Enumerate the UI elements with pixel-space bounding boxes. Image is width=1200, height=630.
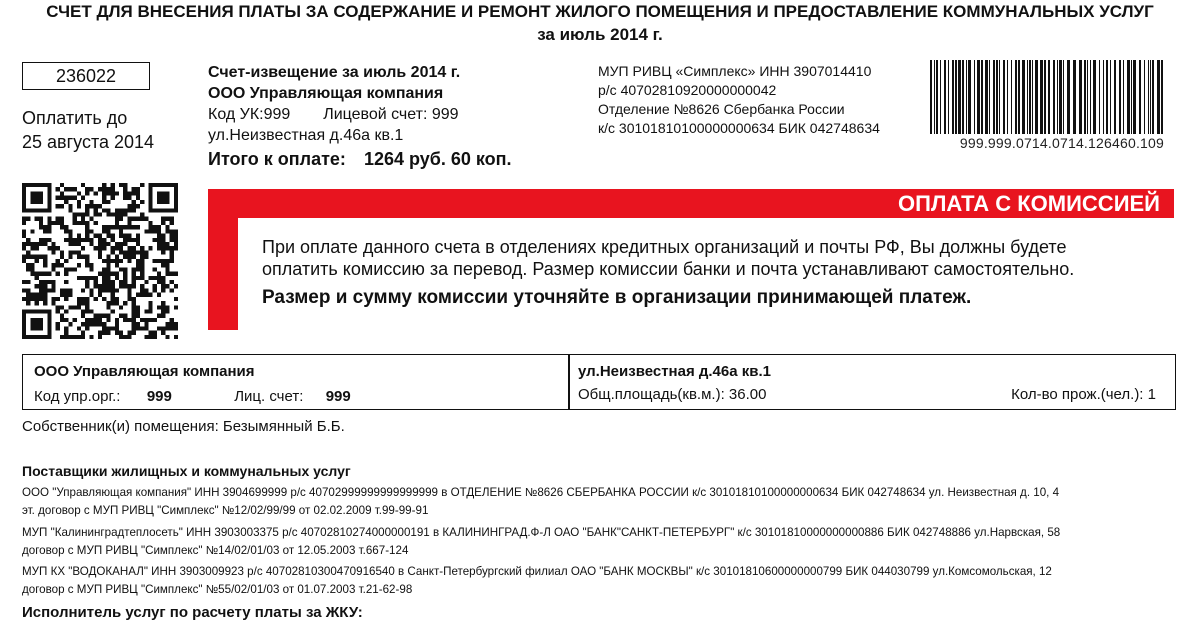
bank-line-4: к/с 30101810100000000634 БИК 042748634 [598, 120, 880, 136]
total-label: Итого к оплате: [208, 149, 346, 169]
bank-line-2: р/с 40702810920000000042 [598, 82, 777, 98]
bank-line-1: МУП РИВЦ «Симплекс» ИНН 3907014410 [598, 63, 872, 79]
bank-line-3: Отделение №8626 Сбербанка России [598, 101, 845, 117]
suppliers-title: Поставщики жилищных и коммунальных услуг [22, 463, 351, 479]
uk-code: Код УК:999 [208, 106, 291, 123]
info-org-name: ООО Управляющая компания [34, 363, 255, 380]
document-period: за июль 2014 г. [537, 25, 663, 44]
supplier-line: договор с МУП РИВЦ "Симплекс" №14/02/01/03 от 12.05.2003 т.667-124 [22, 544, 409, 557]
invoice-codes [208, 104, 512, 125]
invoice-address: ул.Неизвестная д.46а кв.1 [208, 127, 404, 144]
invoice-company: ООО Управляющая компания [208, 85, 444, 102]
org-code-label: Код упр.орг.: [34, 388, 121, 405]
invoice-block [208, 62, 512, 172]
barcode-number: 999.999.0714.0714.126460.109 [959, 135, 1164, 151]
commission-notice [262, 236, 1074, 280]
document-title: СЧЕТ ДЛЯ ВНЕСЕНИЯ ПЛАТЫ ЗА СОДЕРЖАНИЕ И РЕМОНТ ЖИЛОГО ПОМЕЩЕНИЯ И ПРЕДОСТАВЛЕНИЕ КОММУНАЛЬНЫХ УСЛУГ [46, 2, 1154, 21]
pay-until-label: Оплатить до [22, 108, 128, 128]
info-codes [34, 388, 351, 405]
invoice-total [208, 147, 512, 172]
qr-code-image [22, 183, 178, 339]
info-table-divider [568, 354, 570, 410]
invoice-title: Счет-извещение за июль 2014 г. [208, 64, 461, 81]
supplier-line: ООО "Управляющая компания" ИНН 3904699999 р/с 40702999999999999999 в ОТДЕЛЕНИЕ №8626 СБЕРБАНКА РОССИИ к/с 30101810100000000634 БИК 042748634 ул. Неизвестная д. 10, 4 [22, 486, 1060, 499]
commission-banner-title: ОПЛАТА С КОМИССИЕЙ [898, 191, 1160, 216]
supplier-line: МУП КХ "ВОДОКАНАЛ" ИНН 3903009923 р/с 40702810300470916540 в Санкт-Петербургский филиал ОАО "БАНК МОСКВЫ" к/с 30101810600000000799 БИК 044030799 ул.Комсомольская, 12 [22, 565, 1052, 578]
org-code-value: 999 [146, 388, 172, 405]
info-address: ул.Неизвестная д.46а кв.1 [578, 363, 771, 380]
account-value: 999 [325, 388, 351, 405]
account-number-box: 236022 [22, 62, 150, 90]
total-value: 1264 руб. 60 коп. [363, 149, 512, 169]
commission-bold-text: Размер и сумму комиссии уточняйте в организации принимающей платеж. [262, 287, 972, 308]
supplier-line: МУП "Калининградтеплосеть" ИНН 3903003375 р/с 40702810274000000191 в КАЛИНИНГРАД.Ф-Л ОАО "БАНК"САНКТ-ПЕТЕРБУРГ" к/с 30101810000000000886 БИК 042748886 ул.Нарвская, 58 [22, 526, 1061, 539]
pay-until-date: 25 августа 2014 [22, 132, 155, 152]
info-area: Общ.площадь(кв.м.): 36.00 [578, 386, 767, 403]
executor-title: Исполнитель услуг по расчету платы за ЖКУ: [22, 604, 363, 621]
commission-banner-side [208, 189, 238, 330]
bank-details [598, 62, 880, 138]
supplier-line: договор с МУП РИВЦ "Симплекс" №55/02/01/03 от 01.07.2003 т.21-62-98 [22, 583, 413, 596]
barcode-image [928, 60, 1164, 134]
personal-account: Лицевой счет: 999 [323, 106, 459, 123]
info-residents: Кол-во прож.(чел.): 1 [1011, 386, 1156, 403]
commission-text-line-1: При оплате данного счета в отделениях кредитных организаций и почты РФ, Вы должны будете [262, 237, 1067, 257]
owner-line: Собственник(и) помещения: Безымянный Б.Б. [22, 418, 345, 435]
supplier-line: эт. договор с МУП РИВЦ "Симплекс" №12/02/99/99 от 02.02.2009 т.99-99-91 [22, 504, 429, 517]
commission-text-line-2: оплатить комиссию за перевод. Размер комиссии банки и почта устанавливают самостоятельно. [262, 259, 1075, 279]
account-label: Лиц. счет: [234, 388, 304, 405]
